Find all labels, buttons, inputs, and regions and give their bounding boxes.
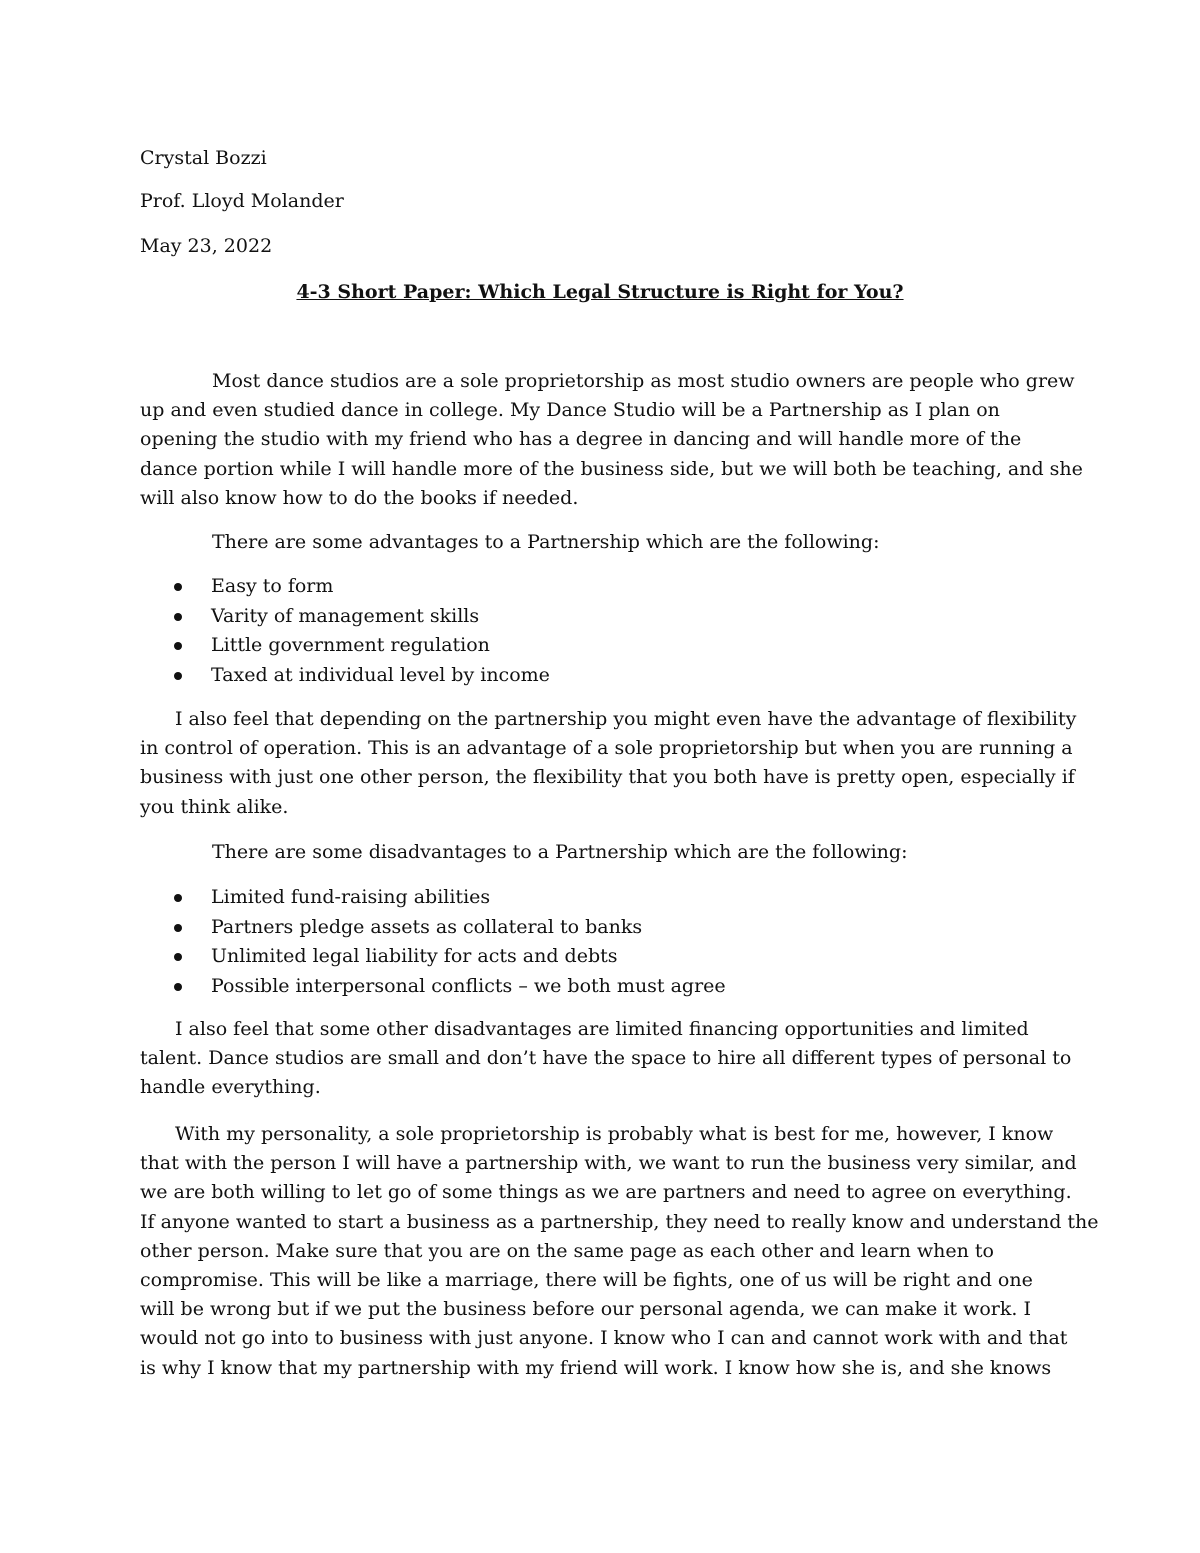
text-line: There are some disadvantages to a Partnership which are the following:: [212, 841, 908, 863]
bullet-icon: [174, 983, 182, 991]
text-line: will be wrong but if we put the business before our personal agenda, we can make it work. I: [140, 1298, 1031, 1321]
bullet-icon: [174, 924, 182, 932]
text-line: other person. Make sure that you are on the same page as each other and learn when to: [140, 1239, 994, 1262]
list-item: [140, 972, 1060, 1002]
text-line: handle everything.: [140, 1076, 321, 1099]
text-line: If anyone wanted to start a business as a partnership, they need to really know and understand the: [140, 1210, 1099, 1233]
text-line: business with just one other person, the flexibility that you both have is pretty open, especially if: [140, 766, 1075, 789]
list-item: [140, 602, 1060, 632]
text-line: dance portion while I will handle more of the business side, but we will both be teaching, and she: [140, 457, 1083, 480]
text-line: There are some advantages to a Partnership which are the following:: [212, 531, 880, 553]
list-item-text: Possible interpersonal conflicts – we both must agree: [211, 974, 726, 997]
text-line: talent. Dance studios are small and don’t have the space to hire all different types of personal to: [140, 1047, 1072, 1070]
list-item: [140, 631, 1060, 661]
list-item-text: Unlimited legal liability for acts and debts: [211, 945, 618, 967]
list-item-text: Partners pledge assets as collateral to banks: [211, 915, 643, 938]
paragraph-intro: [140, 367, 1083, 513]
text-line: I also feel that depending on the partnership you might even have the advantage of flexibility: [175, 708, 1077, 730]
list-item: [140, 913, 1060, 943]
text-line: is why I know that my partnership with my friend will work. I know how she is, and she knows: [140, 1356, 1052, 1379]
text-line: you think alike.: [140, 795, 289, 818]
disadvantages-intro: [140, 838, 1060, 867]
advantages-list: [140, 572, 1060, 690]
paper-date: May 23, 2022: [140, 235, 273, 257]
list-item-text: Limited fund-raising abilities: [211, 886, 491, 908]
bullet-icon: [174, 642, 182, 650]
text-line: I also feel that some other disadvantages are limited financing opportunities and limited: [175, 1018, 1029, 1040]
list-item-text: Little government regulation: [211, 634, 490, 656]
list-item: [140, 572, 1060, 602]
bullet-icon: [174, 953, 182, 961]
bullet-icon: [174, 613, 182, 621]
text-line: in control of operation. This is an advantage of a sole proprietorship but when you are running a: [140, 737, 1073, 760]
paragraph-flexibility: [140, 705, 1077, 822]
disadvantages-list: [140, 883, 1060, 1001]
author-name: Crystal Bozzi: [140, 147, 267, 169]
list-item: [140, 883, 1060, 913]
text-line: Most dance studios are a sole proprietorship as most studio owners are people who grew: [212, 370, 1075, 392]
text-line: would not go into to business with just anyone. I know who I can and cannot work with and that: [140, 1327, 1068, 1350]
list-item: [140, 661, 1060, 691]
text-line: will also know how to do the books if needed.: [140, 486, 579, 509]
bullet-icon: [174, 672, 182, 680]
text-line: With my personality, a sole proprietorship is probably what is best for me, however, I know: [175, 1123, 1054, 1145]
text-line: opening the studio with my friend who has a degree in dancing and will handle more of the: [140, 428, 1022, 451]
bullet-icon: [174, 583, 182, 591]
paper-title: 4-3 Short Paper: Which Legal Structure is Right for You?: [296, 281, 904, 303]
text-line: compromise. This will be like a marriage, there will be fights, one of us will be right and one: [140, 1269, 1033, 1292]
list-item-text: Varity of management skills: [211, 604, 480, 627]
bullet-icon: [174, 894, 182, 902]
text-line: up and even studied dance in college. My Dance Studio will be a Partnership as I plan on: [140, 399, 1000, 422]
professor-name: Prof. Lloyd Molander: [140, 190, 344, 212]
paragraph-other-disadvantages: [140, 1015, 1072, 1103]
list-item-text: Easy to form: [211, 575, 334, 597]
paragraph-conclusion: [140, 1120, 1099, 1383]
list-item-text: Taxed at individual level by income: [211, 663, 550, 686]
text-line: that with the person I will have a partnership with, we want to run the business very similar, and: [140, 1152, 1077, 1175]
text-line: we are both willing to let go of some things as we are partners and need to agree on everything.: [140, 1181, 1072, 1204]
advantages-intro: [140, 528, 1060, 557]
list-item: [140, 942, 1060, 972]
